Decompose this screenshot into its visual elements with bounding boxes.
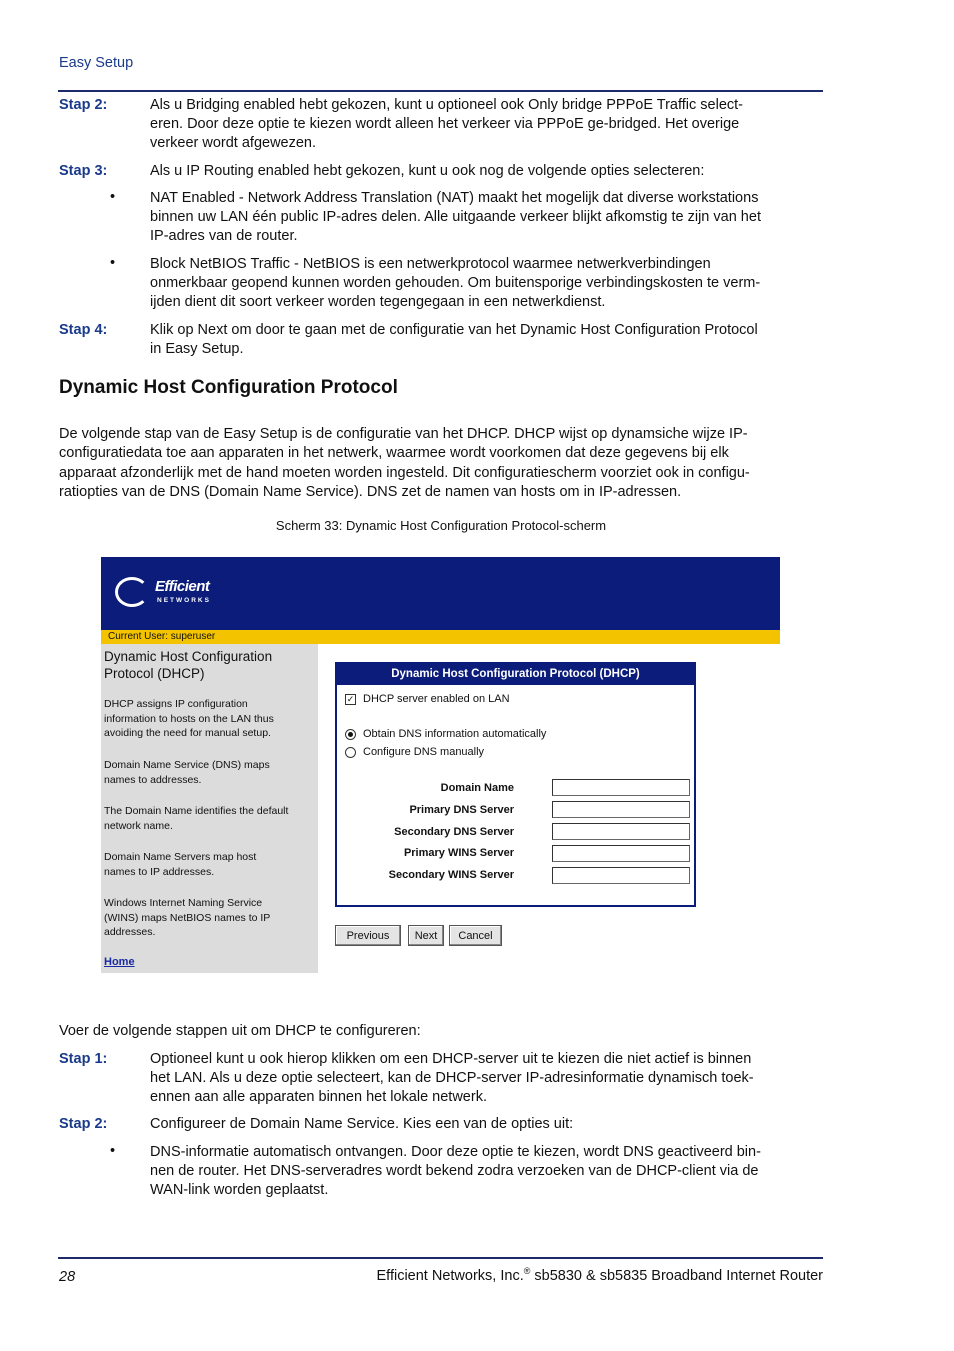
domain-name-label: Domain Name (440, 782, 514, 794)
footer-company: Efficient Networks, Inc. (376, 1267, 524, 1284)
cancel-button[interactable]: Cancel (449, 925, 502, 946)
step-label: Stap 2: (59, 97, 108, 113)
section-heading: Dynamic Host Configuration Protocol (59, 377, 398, 398)
page-number: 28 (59, 1269, 76, 1285)
secondary-dns-input[interactable] (552, 823, 690, 840)
step-text: Configureer de Domain Name Service. Kies een van de opties uit: (150, 1116, 574, 1132)
sidebar-paragraph: Domain Name Service (DNS) maps names to addresses. (104, 759, 270, 786)
running-head: Easy Setup (59, 55, 134, 71)
dhcp-enabled-checkbox[interactable]: ✓ (346, 693, 355, 704)
bullet-text: Block NetBIOS Traffic - NetBIOS is een netwerkprotocol waarmee netwerkverbindingen onmerkbaar geopend kunnen worden gehouden. Om buitensporige verbindingskosten te verm- ijden dient dit soort verkeer worden tegengegaan in een netwerkdienst. (150, 256, 761, 310)
dhcp-panel (335, 662, 696, 907)
bullet: • (110, 189, 116, 205)
sidebar-paragraph: Domain Name Servers map host names to IP addresses. (104, 851, 257, 878)
secondary-dns-label: Secondary DNS Server (394, 826, 514, 838)
logo-e-icon (115, 577, 149, 607)
primary-dns-label: Primary DNS Server (409, 804, 514, 816)
efficient-logo (115, 575, 225, 611)
figure-caption: Scherm 33: Dynamic Host Configuration Protocol-scherm (275, 518, 607, 533)
checkbox-label: DHCP server enabled on LAN (363, 693, 510, 705)
footer-rule (58, 1257, 823, 1259)
intro-paragraph: De volgende stap van de Easy Setup is de configuratie van het DHCP. DHCP wijst op dynamsiche wijze IP- configuratiedata toe aan apparaten in het netwerk, waarmee wordt voorkomen dat deze gegevens bij elk apparaat afzonderlijk met de hand moeten worden ingesteld. Dit configuratiescherm voorziet ook in configu- ratiopties van de DNS (Domain Name Service). DNS zet de namen van hosts om in IP-adressen. (59, 426, 750, 500)
previous-button[interactable]: Previous (335, 925, 401, 946)
radio-label: Obtain DNS information automatically (363, 728, 547, 740)
panel-title: Dynamic Host Configuration Protocol (DHCP) (337, 664, 694, 685)
step-text: Als u IP Routing enabled hebt gekozen, kunt u ook nog de volgende opties selecteren: (150, 163, 705, 179)
bullet-text: DNS-informatie automatisch ontvangen. Door deze optie te kiezen, wordt DNS geactiveerd bin- nen de router. Het DNS-serveradres wordt bekend zodra verzoeken van de DHCP-client via de WAN-link worden geplaatst. (150, 1144, 761, 1198)
dhcp-enabled-option[interactable] (345, 693, 510, 705)
help-sidebar (101, 644, 318, 973)
bullet: • (110, 1143, 116, 1159)
bullet-text: NAT Enabled - Network Address Translation (NAT) maakt het mogelijk dat diverse workstations binnen uw LAN één public IP-adres delen. Alle uitgaande verkeer blijkt afkomstig te zijn van het IP-adres van de router. (150, 190, 761, 244)
primary-dns-input[interactable] (552, 801, 690, 818)
router-header-banner (101, 557, 780, 630)
bullet: • (110, 255, 116, 271)
dns-manual-radio[interactable] (345, 747, 356, 758)
primary-wins-label: Primary WINS Server (403, 847, 514, 859)
dns-manual-option[interactable] (345, 746, 484, 758)
sidebar-title: Dynamic Host Configuration Protocol (DHCP) (104, 649, 273, 681)
current-user-text: Current User: superuser (108, 631, 216, 642)
step-label: Stap 1: (59, 1051, 108, 1067)
step-label: Stap 3: (59, 163, 108, 179)
step-text: Als u Bridging enabled hebt gekozen, kunt u optioneel ook Only bridge PPPoE Traffic select- eren. Door deze optie te kiezen wordt alleen het verkeer via PPPoE ge-bridged. Het overige verkeer wordt afgewezen. (150, 97, 743, 151)
dns-auto-option[interactable] (345, 728, 546, 740)
step-label: Stap 2: (59, 1116, 108, 1132)
radio-label: Configure DNS manually (363, 746, 485, 758)
home-link[interactable]: Home (104, 956, 135, 968)
secondary-wins-input[interactable] (552, 867, 690, 884)
sidebar-paragraph: DHCP assigns IP configuration information to hosts on the LAN thus avoiding the need for manual setup. (104, 698, 274, 739)
sidebar-paragraph: The Domain Name identifies the default network name. (104, 805, 289, 832)
step-text: Optioneel kunt u ook hierop klikken om een DHCP-server uit te kiezen die niet actief is binnen het LAN. Als u deze optie selecteert, kan de DHCP-server IP-adresinformatie dynamisch toek- ennen aan alle apparaten binnen het lokale netwerk. (150, 1051, 754, 1105)
config-intro: Voer de volgende stappen uit om DHCP te configureren: (59, 1023, 421, 1039)
logo-subtext: NETWORKS (157, 597, 211, 604)
registered-mark: ® (523, 1266, 531, 1276)
step-text: Klik op Next om door te gaan met de configuratie van het Dynamic Host Configuration Protocol in Easy Setup. (150, 322, 758, 357)
header-rule (58, 90, 823, 92)
step-label: Stap 4: (59, 322, 108, 338)
current-user-bar (101, 630, 780, 644)
domain-name-input[interactable] (552, 779, 690, 796)
footer-product: sb5830 & sb5835 Broadband Internet Router (534, 1267, 823, 1284)
next-button[interactable]: Next (408, 925, 444, 946)
primary-wins-input[interactable] (552, 845, 690, 862)
secondary-wins-label: Secondary WINS Server (388, 869, 514, 881)
logo-wordmark: Efficient (155, 578, 210, 595)
footer-title (377, 1266, 823, 1284)
dns-auto-radio[interactable] (345, 729, 356, 740)
sidebar-paragraph: Windows Internet Naming Service (WINS) maps NetBIOS names to IP addresses. (104, 897, 271, 938)
